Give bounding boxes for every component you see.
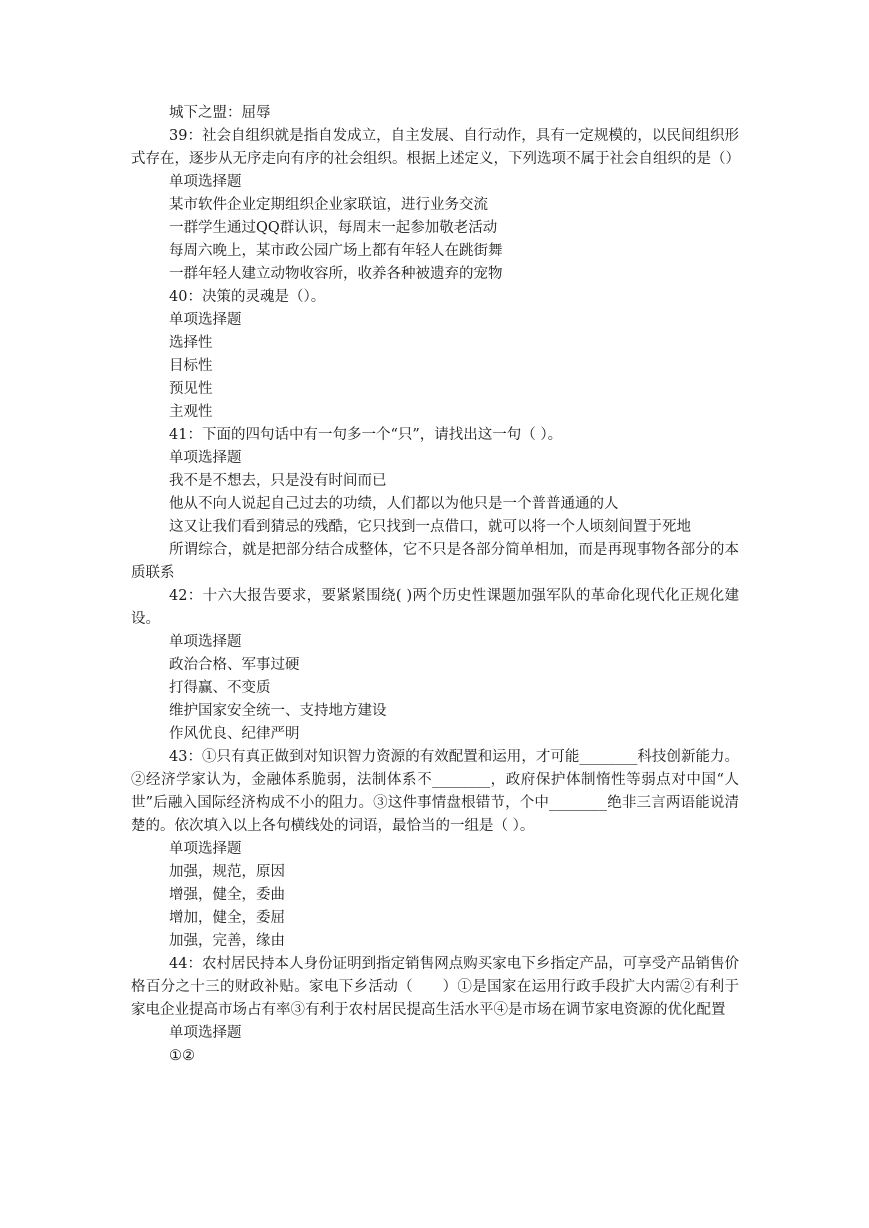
- question-41-option-2: 他从不向人说起自己过去的功绩，人们都以为他只是一个普普通通的人: [169, 496, 619, 512]
- question-42-option-4: 作风优良、纪律严明: [169, 726, 300, 742]
- question-43-option-2: 增强，健全，委曲: [169, 887, 285, 903]
- question-43-option-3: 增加，健全，委屈: [169, 910, 285, 926]
- question-42-type: 单项选择题: [169, 634, 242, 650]
- document-body: [131, 102, 739, 1068]
- previous-answer-line: 城下之盟：屈辱: [169, 105, 271, 121]
- question-39-option-2: 一群学生通过QQ群认识，每周末一起参加敬老活动: [169, 220, 498, 236]
- question-39-option-4: 一群年轻人建立动物收容所，收养各种被遗弃的宠物: [169, 266, 503, 282]
- question-39-stem: 39：社会自组织就是指自发成立，自主发展、自行动作，具有一定规模的，以民间组织形式存在，逐步从无序走向有序的社会组织。根据上述定义，下列选项不属于社会自组织的是（）: [131, 128, 740, 167]
- question-42-option-1: 政治合格、军事过硬: [169, 657, 300, 673]
- question-43-stem: 43：①只有真正做到对知识智力资源的有效配置和运用，才可能________科技创新能力。②经济学家认为，金融体系脆弱，法制体系不________，政府保护体制惰性等弱点对中国“人世”后融入国际经济构成不小的阻力。③这件事情盘根错节，个中________绝非三言两语能说清楚的。依次填入以上各句横线处的词语，最恰当的一组是（ ）。: [131, 749, 739, 834]
- question-39-option-1: 某市软件企业定期组织企业家联谊，进行业务交流: [169, 197, 488, 213]
- question-44-type: 单项选择题: [169, 1025, 242, 1041]
- question-41-option-4: 所谓综合，就是把部分结合成整体，它不只是各部分简单相加，而是再现事物各部分的本质联系: [131, 542, 739, 581]
- question-41-option-3: 这又让我们看到猜忌的残酷，它只找到一点借口，就可以将一个人顷刻间置于死地: [169, 519, 691, 535]
- question-41-option-1: 我不是不想去，只是没有时间而已: [169, 473, 387, 489]
- question-42-option-3: 维护国家安全统一、支持地方建设: [169, 703, 387, 719]
- question-39-type: 单项选择题: [169, 174, 242, 190]
- question-40-option-1: 选择性: [169, 335, 213, 351]
- question-41-stem: 41：下面的四句话中有一句多一个“只”，请找出这一句（ ）。: [169, 427, 563, 443]
- question-40-type: 单项选择题: [169, 312, 242, 328]
- question-43-option-1: 加强，规范，原因: [169, 864, 285, 880]
- question-40-option-4: 主观性: [169, 404, 213, 420]
- question-40-stem: 40：决策的灵魂是（）。: [169, 289, 326, 305]
- question-43-type: 单项选择题: [169, 841, 242, 857]
- question-42-stem: 42：十六大报告要求，要紧紧围绕( )两个历史性课题加强军队的革命化现代化正规化建设。: [131, 588, 739, 627]
- question-44-option-1: ①②: [169, 1048, 195, 1064]
- question-41-type: 单项选择题: [169, 450, 242, 466]
- question-42-option-2: 打得赢、不变质: [169, 680, 271, 696]
- question-44-stem: 44：农村居民持本人身份证明到指定销售网点购买家电下乡指定产品，可享受产品销售价格百分之十三的财政补贴。家电下乡活动（ ）①是国家在运用行政手段扩大内需②有利于家电企业提高市场占有率③有利于农村居民提高生活水平④是市场在调节家电资源的优化配置: [131, 956, 739, 1018]
- question-39-option-3: 每周六晚上，某市政公园广场上都有年轻人在跳街舞: [169, 243, 503, 259]
- question-43-option-4: 加强，完善，缘由: [169, 933, 285, 949]
- question-40-option-3: 预见性: [169, 381, 213, 397]
- question-40-option-2: 目标性: [169, 358, 213, 374]
